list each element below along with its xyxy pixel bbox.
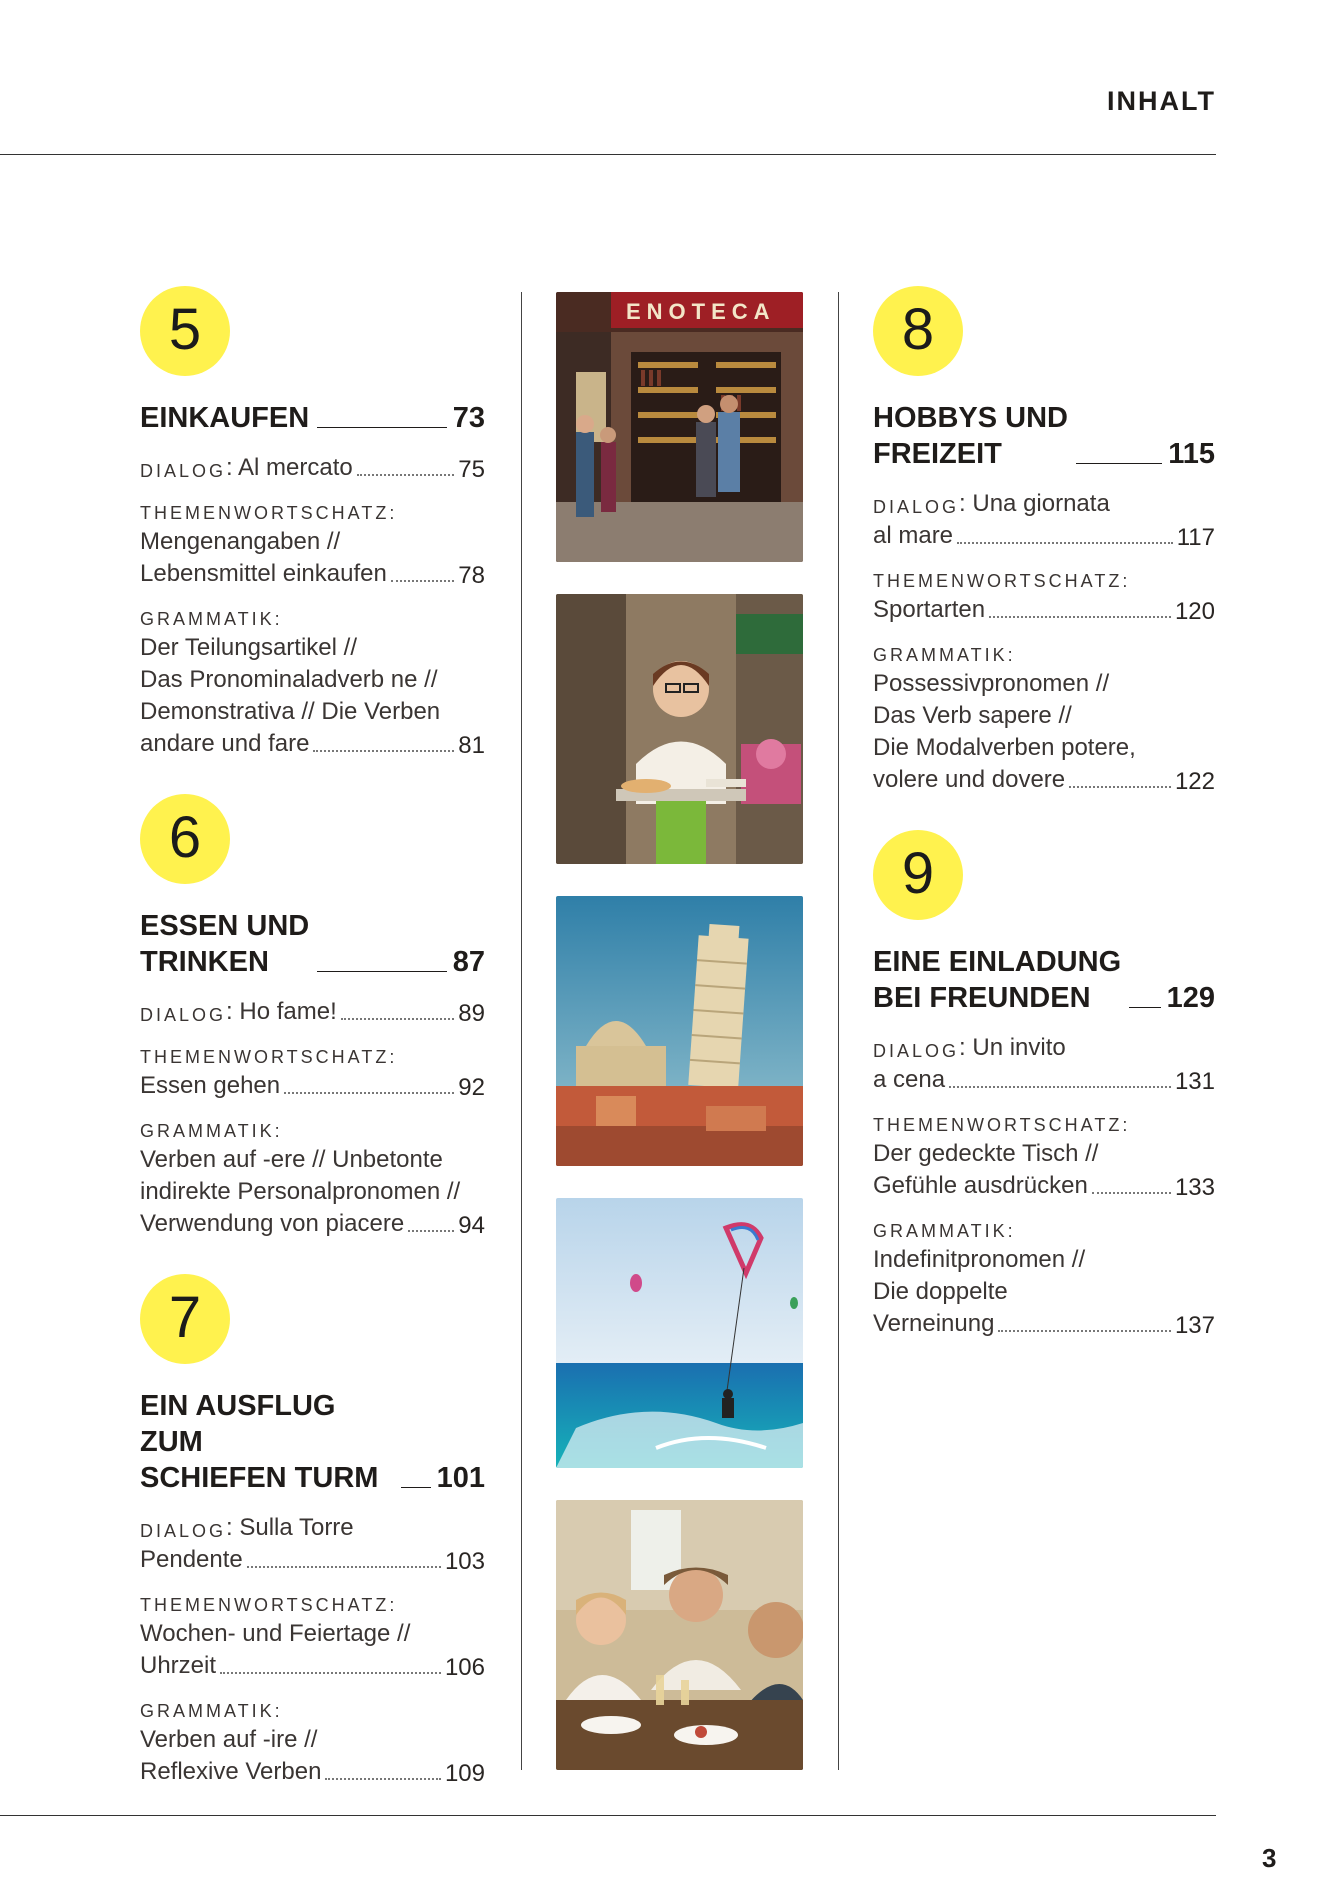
chapter-title: EINKAUFEN: [140, 402, 310, 434]
header-rule: [0, 154, 1216, 155]
grammatik-label: GRAMMATIK:: [140, 1701, 283, 1721]
chapter-page: 129: [1166, 982, 1215, 1014]
chapter-entry: [140, 286, 485, 760]
enoteca-sign-text: ENOTECA: [626, 299, 776, 324]
dialog-page: 131: [1174, 1068, 1215, 1095]
chapter-entry: [873, 830, 1215, 1340]
dialog-page: 117: [1176, 524, 1215, 551]
photo-cafe-woman: [556, 594, 803, 864]
grammatik-last-line: andare und fare: [140, 730, 310, 757]
chapter-title-row[interactable]: [140, 908, 485, 980]
column-divider-left: [521, 292, 522, 1770]
dot-leader: [408, 1230, 454, 1232]
chapter-number: 9: [901, 841, 935, 906]
dot-leader: [1069, 786, 1171, 788]
grammatik-text-lines: Verben auf -ere // Unbetonte indirekte Personalpronomen //: [140, 1146, 461, 1205]
photo-kitesurf: [556, 1198, 803, 1468]
dot-leader: [1092, 1192, 1171, 1194]
themen-label: THEMENWORTSCHATZ:: [140, 503, 398, 523]
chapter-title: HOBBYS UND FREIZEIT: [873, 402, 1068, 470]
dialog-section[interactable]: [140, 1512, 485, 1576]
themen-section[interactable]: [140, 1044, 485, 1102]
dialog-last-line: a cena: [873, 1066, 946, 1093]
chapter-page: 87: [452, 946, 485, 978]
themen-page: 78: [458, 562, 485, 589]
grammatik-section[interactable]: [140, 606, 485, 760]
chapter-number-badge: [873, 830, 963, 920]
grammatik-text-lines: Der Teilungsartikel // Das Pronominaladverb ne // Demonstrativa // Die Verben: [140, 634, 441, 725]
dialog-section[interactable]: [873, 488, 1215, 552]
dialog-label: DIALOG: [873, 497, 960, 517]
chapter-title: EINE EINLADUNG BEI FREUNDEN: [873, 946, 1122, 1014]
themen-page: 92: [458, 1074, 485, 1101]
grammatik-last-line: volere und dovere: [873, 766, 1066, 793]
dialog-last-line: : Ho fame!: [226, 998, 337, 1025]
grammatik-label: GRAMMATIK:: [873, 645, 1016, 665]
chapter-number: 8: [901, 297, 935, 362]
grammatik-page: 137: [1174, 1312, 1215, 1339]
dialog-section[interactable]: [140, 996, 485, 1028]
chapter-title-rule: [317, 427, 447, 428]
dialog-page: 75: [458, 456, 485, 483]
grammatik-page: 81: [458, 732, 485, 759]
chapter-title-rule: [401, 1487, 431, 1488]
themen-section[interactable]: [140, 500, 485, 590]
dialog-last-line: Pendente: [140, 1546, 243, 1573]
chapter-title-rule: [317, 971, 447, 972]
themen-last-line: Uhrzeit: [140, 1652, 217, 1679]
grammatik-section[interactable]: [873, 642, 1215, 796]
grammatik-label: GRAMMATIK:: [873, 1221, 1016, 1241]
photo-dinner-friends: [556, 1500, 803, 1770]
dot-leader: [391, 580, 454, 582]
dot-leader: [957, 542, 1173, 544]
themen-last-line: Essen gehen: [140, 1072, 281, 1099]
chapter-title-row[interactable]: [140, 400, 485, 436]
grammatik-section[interactable]: [873, 1218, 1215, 1340]
chapter-title: EIN AUSFLUG ZUM SCHIEFEN TURM: [140, 1390, 379, 1494]
chapter-number-badge: [140, 286, 230, 376]
dialog-page: 103: [444, 1548, 485, 1575]
chapter-page: 101: [436, 1462, 485, 1494]
dialog-label: DIALOG: [140, 1005, 227, 1025]
themen-page: 133: [1174, 1174, 1215, 1201]
column-divider-right: [838, 292, 839, 1770]
dialog-label: DIALOG: [140, 1521, 227, 1541]
grammatik-section[interactable]: [140, 1118, 485, 1240]
chapter-page: 73: [452, 402, 485, 434]
page-header-title: INHALT: [1107, 86, 1216, 116]
themen-label: THEMENWORTSCHATZ:: [873, 571, 1131, 591]
grammatik-label: GRAMMATIK:: [140, 1121, 283, 1141]
grammatik-page: 109: [444, 1760, 485, 1787]
chapter-page: 115: [1168, 438, 1215, 470]
grammatik-text-lines: Possessivpronomen // Das Verb sapere // Die Modalverben potere,: [873, 670, 1136, 761]
photo-pisa: [556, 896, 803, 1166]
dot-leader: [247, 1566, 441, 1568]
photo-enoteca: [556, 292, 803, 562]
dialog-label: DIALOG: [873, 1041, 960, 1061]
dialog-page: 89: [458, 1000, 485, 1027]
themen-page: 120: [1174, 598, 1215, 625]
grammatik-last-line: Verwendung von piacere: [140, 1210, 405, 1237]
dot-leader: [989, 616, 1171, 618]
chapter-number: 6: [168, 805, 202, 870]
themen-label: THEMENWORTSCHATZ:: [873, 1115, 1131, 1135]
themen-last-line: Lebensmittel einkaufen: [140, 560, 387, 587]
chapter-entry: [873, 286, 1215, 796]
chapter-number-badge: [873, 286, 963, 376]
themen-last-line: Sportarten: [873, 596, 986, 623]
dot-leader: [949, 1086, 1171, 1088]
grammatik-text-lines: Indefinitpronomen // Die doppelte: [873, 1246, 1086, 1305]
themen-label: THEMENWORTSCHATZ:: [140, 1595, 398, 1615]
themen-section[interactable]: [140, 1592, 485, 1682]
dialog-section[interactable]: [140, 452, 485, 484]
chapter-title-row[interactable]: [873, 400, 1215, 472]
themen-text-lines: Mengenangaben //: [140, 528, 341, 555]
dialog-text-lines: DIALOG : Un invito: [873, 1032, 1215, 1064]
dot-leader: [357, 474, 455, 476]
dot-leader: [325, 1778, 441, 1780]
toc-column-right: [873, 286, 1215, 1374]
chapter-title-row[interactable]: [873, 944, 1215, 1016]
grammatik-page: 94: [458, 1212, 485, 1239]
grammatik-label: GRAMMATIK:: [140, 609, 283, 629]
chapter-title-rule: [1129, 1007, 1160, 1008]
page-number: 3: [1262, 1843, 1277, 1873]
themen-text-lines: Der gedeckte Tisch //: [873, 1140, 1099, 1167]
dialog-label: DIALOG: [140, 461, 227, 481]
photo-strip: [556, 292, 803, 1802]
dialog-text-lines: DIALOG : Una giornata: [873, 488, 1215, 520]
themen-text-lines: Wochen- und Feiertage //: [140, 1620, 411, 1647]
dot-leader: [220, 1672, 441, 1674]
dialog-last-line: al mare: [873, 522, 954, 549]
grammatik-text-lines: Verben auf -ire //: [140, 1726, 318, 1753]
dot-leader: [998, 1330, 1171, 1332]
toc-column-left: [140, 286, 485, 1822]
chapter-number: 7: [168, 1285, 202, 1350]
themen-last-line: Gefühle ausdrücken: [873, 1172, 1088, 1199]
themen-section[interactable]: [873, 1112, 1215, 1202]
themen-page: 106: [444, 1654, 485, 1681]
dialog-section[interactable]: [873, 1032, 1215, 1096]
chapter-entry: [140, 794, 485, 1240]
dialog-text-lines: DIALOG : Sulla Torre: [140, 1512, 485, 1544]
grammatik-page: 122: [1174, 768, 1215, 795]
grammatik-last-line: Verneinung: [873, 1310, 995, 1337]
dot-leader: [341, 1018, 455, 1020]
chapter-entry: [140, 1274, 485, 1788]
dot-leader: [313, 750, 454, 752]
chapter-number-badge: [140, 1274, 230, 1364]
chapter-title-rule: [1076, 463, 1162, 464]
themen-section[interactable]: [873, 568, 1215, 626]
themen-label: THEMENWORTSCHATZ:: [140, 1047, 398, 1067]
dot-leader: [284, 1092, 454, 1094]
dialog-last-line: : Al mercato: [226, 454, 353, 481]
chapter-title: ESSEN UND TRINKEN: [140, 910, 310, 978]
chapter-title-row[interactable]: [140, 1388, 485, 1496]
grammatik-last-line: Reflexive Verben: [140, 1758, 322, 1785]
chapter-number: 5: [168, 297, 202, 362]
chapter-number-badge: [140, 794, 230, 884]
grammatik-section[interactable]: [140, 1698, 485, 1788]
